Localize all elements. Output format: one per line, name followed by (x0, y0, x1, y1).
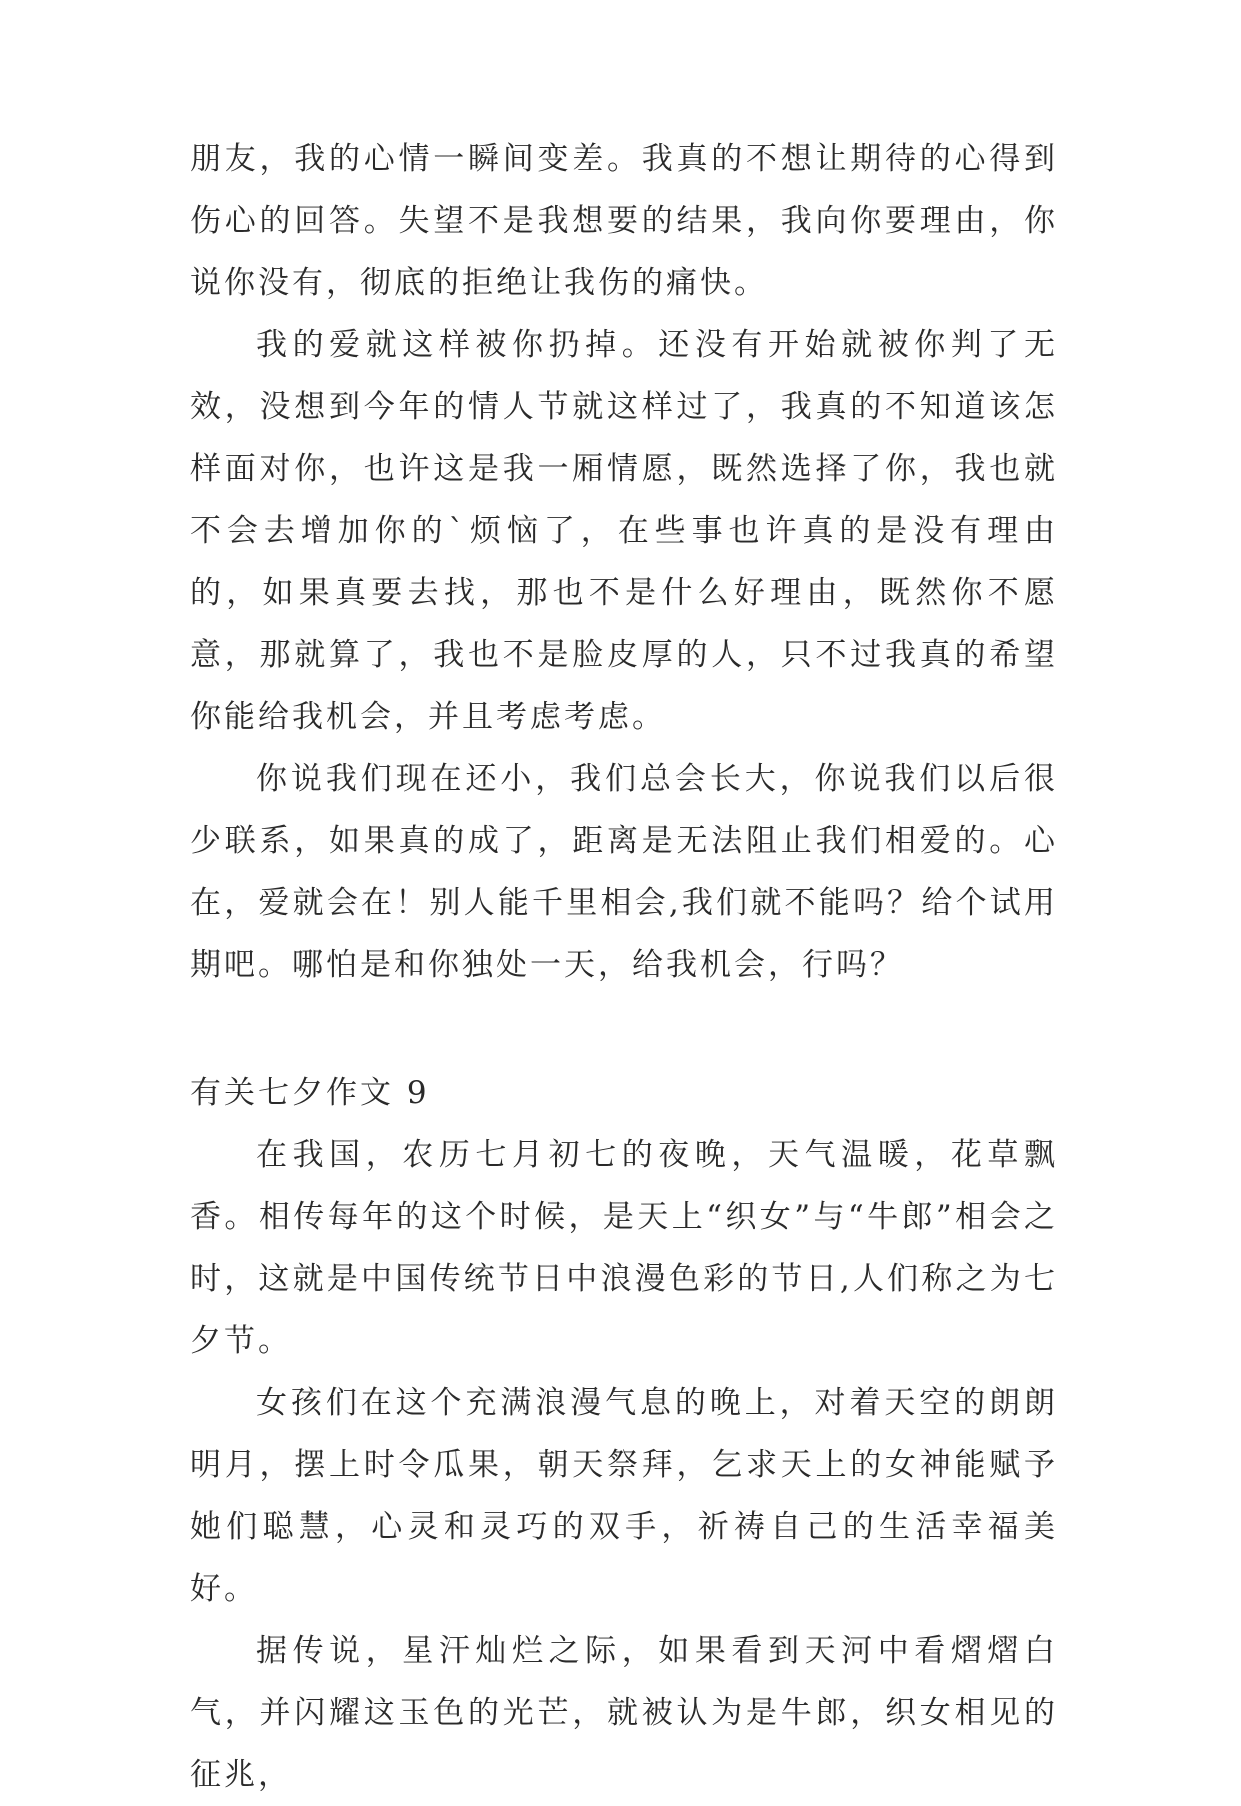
paragraph-6: 据传说，星汗灿烂之际，如果看到天河中看熠熠白气，并闪耀这玉色的光芒，就被认为是牛郎，织女相见的征兆， (190, 1633, 1058, 1793)
document-body (190, 128, 1058, 1806)
paragraph-2: 我的爱就这样被你扔掉。还没有开始就被你判了无效，没想到今年的情人节就这样过了，我真的不知道该怎样面对你，也许这是我一厢情愿，既然选择了你，我也就不会去增加你的`烦恼了，在些事也许真的是没有理由的，如果真要去找，那也不是什么好理由，既然你不愿意，那就算了，我也不是脸皮厚的人，只不过我真的希望你能给我机会，并且考虑考虑。 (190, 327, 1058, 735)
paragraph-3: 你说我们现在还小，我们总会长大，你说我们以后很少联系，如果真的成了，距离是无法阻止我们相爱的。心在，爱就会在！别人能千里相会,我们就不能吗？给个试用期吧。哪怕是和你独处一天，给我机会，行吗？ (190, 761, 1058, 983)
section-heading: 有关七夕作文 9 (190, 1075, 430, 1111)
paragraph-5: 女孩们在这个充满浪漫气息的晚上，对着天空的朗朗明月，摆上时令瓜果，朝天祭拜，乞求天上的女神能赋予她们聪慧，心灵和灵巧的双手，祈祷自己的生活幸福美好。 (190, 1385, 1058, 1607)
paragraph-1: 朋友，我的心情一瞬间变差。我真的不想让期待的心得到伤心的回答。失望不是我想要的结果，我向你要理由，你说你没有，彻底的拒绝让我伤的痛快。 (190, 141, 1058, 301)
paragraph-4: 在我国，农历七月初七的夜晚，天气温暖，花草飘香。相传每年的这个时候，是天上“织女”与“牛郎”相会之时，这就是中国传统节日中浪漫色彩的节日,人们称之为七夕节。 (190, 1137, 1058, 1359)
